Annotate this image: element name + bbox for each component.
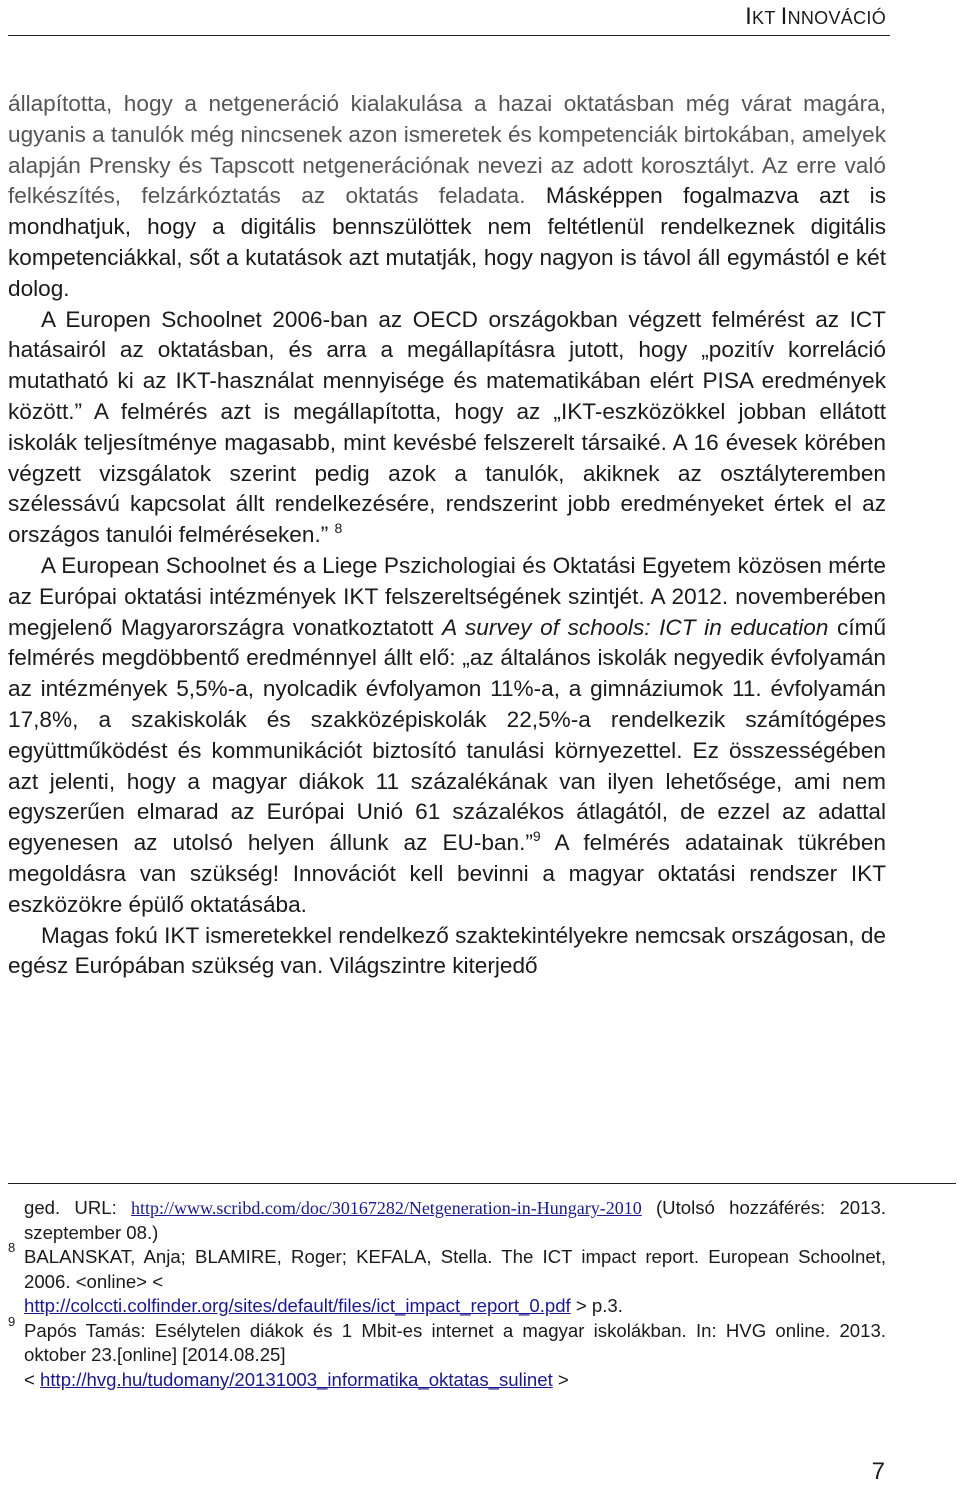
paragraph-1-part-b: Másképpen fogalmazva azt is mondhatjuk, hogy a digitális bennszülöttek nem feltétlenül rendelkeznek digitális kompetenciákkal, sőt a kutatások azt mutatják, hogy nagyon is távol áll egymástól e két dolog. — [8, 183, 886, 301]
footnote-8-text-a: BALANSKAT, Anja; BLAMIRE, Roger; KEFALA, Stella. The ICT impact report. European Schoolnet, 2006. <online> < — [24, 1246, 886, 1292]
title-word-initial: I — [780, 3, 788, 30]
title-rest: KT — [752, 8, 781, 28]
footnotes — [8, 1196, 886, 1392]
footnote-9 — [8, 1313, 886, 1393]
main-text — [8, 89, 886, 982]
footnote-7-text-a: ged. URL: — [24, 1197, 132, 1218]
title-word-rest: NNOVÁCIÓ — [787, 8, 886, 28]
running-title — [745, 3, 886, 31]
paragraph-1-part-a: állapította, hogy a netgeneráció kialakulása a hazai oktatásban még várat magára, ugyanis a tanulók még nincsenek azon ismeretek és kompetenciák birtokában, amelyek alapján Prensky és Tapscott netgenerációnak nevezi az adott korosztályt. Az erre való felkészítés, felzárkóztatás az oktatás feladata. — [8, 91, 886, 209]
footnote-8 — [8, 1240, 886, 1319]
footnote-9-number: 9 — [8, 1313, 16, 1329]
footnote-9-link[interactable]: http://hvg.hu/tudomany/20131003_informatika_oktatas_sulinet — [40, 1368, 553, 1390]
survey-title: A survey of schools: ICT in education — [442, 614, 829, 640]
page-number: 7 — [871, 1458, 885, 1485]
footnote-8-number: 8 — [8, 1240, 16, 1255]
title-initial: I — [745, 3, 753, 30]
paragraph-3-part-c: A felmérés adatainak tükrében megoldásra van szükség! Innovációt kell bevinni a magyar oktatási rendszer IKT eszközökre épülő oktatásába. — [8, 830, 886, 917]
footnote-7-text-b: (Utolsó hozzáférés: 2013. szeptember 08.) — [24, 1197, 886, 1243]
page-header — [0, 0, 960, 46]
footnote-ref-8: 8 — [334, 520, 343, 537]
footnote-divider — [8, 1183, 956, 1184]
paragraph-4 — [8, 921, 886, 983]
paragraph-4-text: Magas fokú IKT ismeretekkel rendelkező szaktekintélyekre nemcsak országosan, de egész Európában szükség van. Világszintre kiterjedő — [8, 922, 886, 979]
footnote-9-close-bracket: > — [552, 1368, 569, 1390]
header-divider — [8, 35, 890, 36]
paragraph-1 — [8, 89, 886, 305]
footnote-9-text: Papós Tamás: Esélytelen diákok és 1 Mbit-es internet a magyar iskolákban. In: HVG online. 2013. oktober 23.[online] [2014.08.25] — [24, 1319, 886, 1365]
footnote-7-continued — [8, 1196, 886, 1245]
paragraph-3-part-b: című felmérés megdöbbentő eredménnyel állt elő: „az általános iskolák negyedik évfolyamán az intézmények 5,5%-a, nyolcadik évfolyamon 11%-a, a gimnáziumok 11. évfolyamán 17,8%, a szakiskolák és szakközépiskolák 22,5%-a rendelkezik számítógépes együttműködést és kommunikációt biztosító tanulási környezettel. Ez összességében azt jelenti, hogy a magyar diákok 11 százalékának van ilyen lehetősége, ami nem egyszerűen elmarad az Európai Unió 61 százalékos átlagától, de ezzel az adattal egyenesen az utolsó helyen állunk az EU-ban.” — [8, 614, 887, 856]
footnote-8-text-b: > p.3. — [570, 1295, 623, 1316]
footnote-7-link[interactable]: http://www.scribd.com/doc/30167282/Netgeneration-in-Hungary-2010 — [131, 1198, 642, 1218]
paragraph-2 — [8, 305, 886, 551]
paragraph-3 — [8, 551, 886, 921]
paragraph-3-part-a: A European Schoolnet és a Liege Pszichologiai és Oktatási Egyetem közösen mérte az Európai oktatási intézmények IKT felszereltségének szintjét. A 2012. novemberében megjelenő Magyarországra vonatkoztatott — [8, 552, 886, 640]
footnote-8-link[interactable]: http://colccti.colfinder.org/sites/default/files/ict_impact_report_0.pdf — [24, 1295, 571, 1316]
footnote-9-open-bracket: < — [24, 1368, 41, 1390]
footnote-ref-9: 9 — [532, 828, 541, 845]
paragraph-2-text: A Europen Schoolnet 2006-ban az OECD országokban végzett felmérést az ICT hatásairól az oktatásban, és arra a megállapításra jutott, hogy „pozitív korreláció mutatható ki az IKT-használat mennyisége és matematikában elért PISA eredmények között.” A felmérés azt is megállapította, hogy az „IKT-eszközökkel jobban ellátott iskolák teljesítménye magasabb, mint kevésbé felszerelt társaiké. A 16 évesek körében végzett vizsgálatok szerint pedig azok a tanulók, akiknek az osztályteremben szélessávú kapcsolat állt rendelkezésére, rendszerint jobb eredményeket értek el az országos tanulói felméréseken.” — [8, 306, 886, 548]
